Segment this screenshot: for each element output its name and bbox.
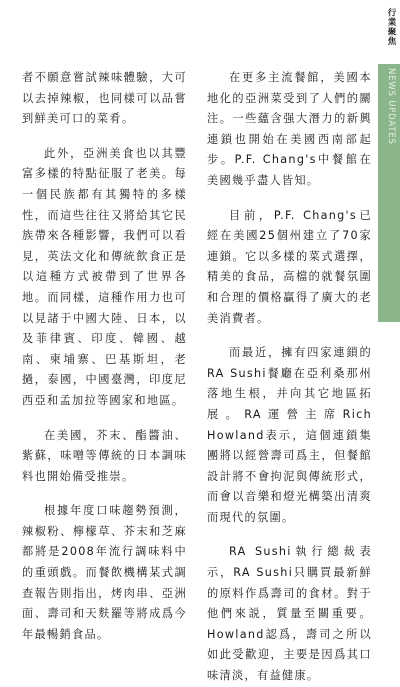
section-bar-text: NEWS UPDATES [386, 68, 396, 145]
section-side-tab [378, 0, 400, 569]
section-label: 行業聚焦 [386, 8, 396, 46]
paragraph-pf-changs: 目前，P.F. Chang's已經在美國25個州建立了70家連鎖。它以多樣的菜式選擇，精美的食品，高檔的就餐氛圍和合理的價格贏得了廣大的老美消費者。 [207, 208, 372, 325]
paragraph-mainstream-restaurants: 在更多主流餐館，美國本地化的亞洲菜受到了人們的關注。一些蘊含强大潛力的新興連鎖也開始在美國西南部起步。P.F. Chang's中餐館在美國幾乎盡人皆知。 [207, 71, 372, 187]
paragraph-gap [22, 130, 187, 144]
paragraph-flavor-trends: 根據年度口味趨勢預測，辣椒粉、檸檬草、芥末和芝麻都將是2008年流行調味料中的重頭戲。而餐飲機構某式調查報告則指出，烤肉串、亞洲面、壽司和天麩羅等將成爲今年最暢銷食品。 [22, 504, 187, 641]
paragraph-gap [207, 528, 372, 542]
left-text-column [22, 68, 187, 645]
paragraph-gap [207, 192, 372, 206]
paragraph-ra-sushi: 而最近，擁有四家連鎖的RA Sushi餐廳在亞利桑那州落地生根，并向其它地區拓展。RA運營主席Rich Howland表示，這個連鎖集團將以經營壽司爲主，但餐館設計將不會拘泥與傳統形式，而會以音樂和燈光構築出清爽而現代的氛圍。 [207, 346, 372, 524]
paragraph-gap [22, 412, 187, 426]
paragraph-gap [22, 487, 187, 501]
paragraph-ra-sushi-quality: RA Sushi執行總裁表示，RA Sushi只購買最新鮮的原料作爲壽司的食材。對于他們來説，質量至關重要。Howland認爲，壽司之所以如此受歡迎，主要是因爲其口味清淡，有益健康。 [207, 545, 372, 683]
paragraph-gap [207, 329, 372, 343]
paragraph-asian-diversity: 此外，亞洲美食也以其豐富多樣的特點征服了老美。每一個民族都有其獨特的多樣性，而這些往往又將給其它民族帶來各種影響，我們可以看見，英法文化和傳統飲食正是以這種方式被帶到了世界各地。而同樣，這種作用力也可以見諸于中國大陸、日本，以及菲律賓、印度、韓國、越南、柬埔寨、巴基斯坦，老撾，泰國，中國臺灣，印度尼西亞和孟加拉等國家和地區。 [22, 146, 187, 407]
paragraph-japanese-seasonings: 在美國，芥末、酯醬油、紫蘇，味噌等傳統的日本調味料也開始備受推崇。 [22, 428, 187, 483]
right-text-column [207, 68, 372, 687]
paragraph-continued: 者不願意嘗試辣味體驗，大可以去掉辣椒，也同樣可以品嘗到鮮美可口的菜肴。 [22, 71, 187, 126]
section-color-bar [378, 64, 400, 322]
